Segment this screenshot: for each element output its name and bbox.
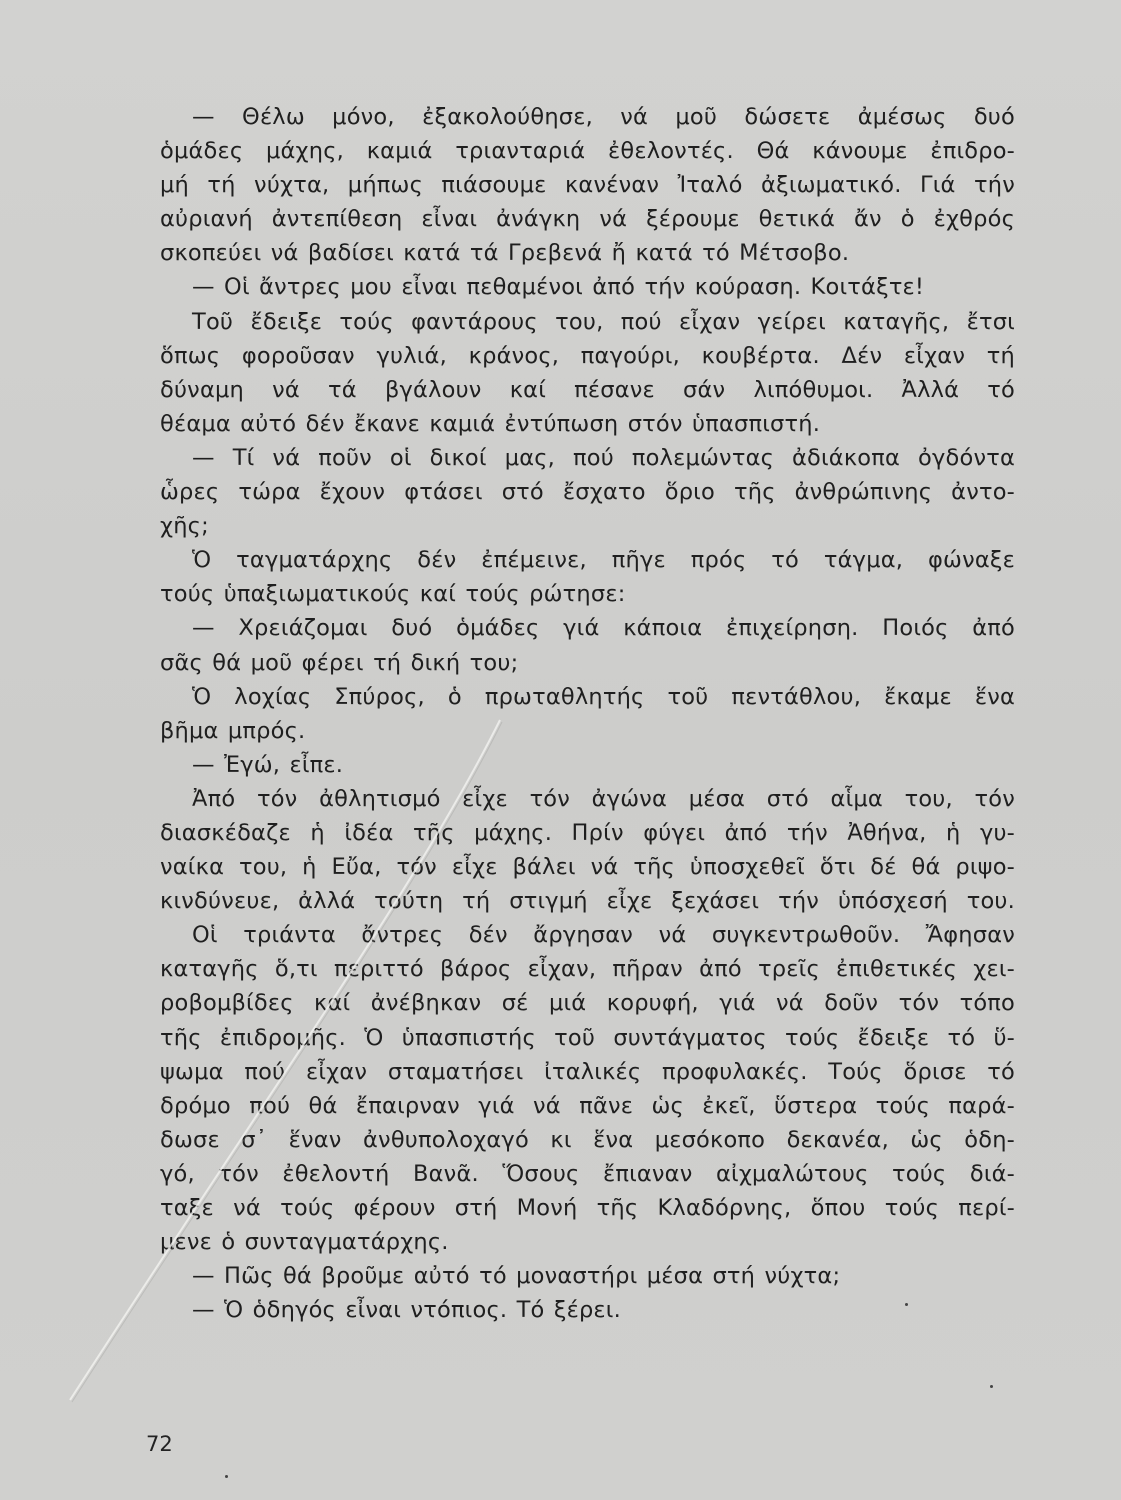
text-line: — Πῶς θά βροῦμε αὐτό τό μοναστήρι μέσα στή νύχτα; <box>192 1263 841 1290</box>
text-line: δωσε σ᾽ ἕναν ἀνθυπολοχαγό κι ἕνα μεσόκοπο δεκανέα, ὡς ὁδη- <box>160 1126 1015 1153</box>
text-line: αὐριανή ἀντεπίθεση εἶναι ἀνάγκη νά ξέρουμε θετικά ἄν ὁ ἐχθρός <box>160 206 1015 233</box>
text-line: — Ὁ ὁδηγός εἶναι ντόπιος. Τό ξέρει. <box>192 1297 621 1324</box>
text-line: ταξε νά τούς φέρουν στή Μονή τῆς Κλαδόρνης, ὅπου τούς περί- <box>160 1195 1015 1221</box>
body-text <box>160 100 1015 1327</box>
text-line: καταγῆς ὅ,τι περιττό βάρος εἶχαν, πῆραν ἀπό τρεῖς ἐπιθετικές χει- <box>160 956 1015 983</box>
dust-speck <box>225 1475 228 1478</box>
text-line: — Ἐγώ, εἶπε. <box>192 751 344 778</box>
text-line: δρόμο πού θά ἔπαιρναν γιά νά πᾶνε ὡς ἐκεῖ, ὕστερα τούς παρά- <box>160 1092 1015 1119</box>
text-line: μενε ὁ συνταγματάρχης. <box>160 1229 449 1256</box>
text-line: ναίκα του, ἡ Εὔα, τόν εἶχε βάλει νά τῆς ὑποσχεθεῖ ὅτι δέ θά ριψο- <box>160 854 1015 881</box>
page-number: 72 <box>146 1432 173 1456</box>
text-line: θέαμα αὐτό δέν ἔκανε καμιά ἐντύπωση στόν ὑπασπιστή. <box>160 410 821 437</box>
text-line: ὁμάδες μάχης, καμιά τριανταριά ἐθελοντές. Θά κάνουμε ἐπιδρο- <box>160 138 1015 165</box>
text-line: ὅπως φοροῦσαν γυλιά, κράνος, παγούρι, κουβέρτα. Δέν εἶχαν τή <box>160 342 1015 369</box>
text-line: Ὁ ταγματάρχης δέν ἐπέμεινε, πῆγε πρός τό τάγμα, φώναξε <box>192 547 1015 574</box>
text-line: ψωμα πού εἶχαν σταματήσει ἰταλικές προφυλακές. Τούς ὅρισε τό <box>160 1058 1015 1085</box>
dust-speck <box>905 1303 908 1306</box>
text-line: Οἱ τριάντα ἄντρες δέν ἄργησαν νά συγκεντρωθοῦν. Ἄφησαν <box>192 922 1015 949</box>
text-line: γό, τόν ἐθελοντή Βανᾶ. Ὅσους ἔπιαναν αἰχμαλώτους τούς διά- <box>160 1160 1015 1187</box>
text-line: δύναμη νά τά βγάλουν καί πέσανε σάν λιπόθυμοι. Ἀλλά τό <box>160 376 1015 403</box>
text-line: — Χρειάζομαι δυό ὁμάδες γιά κάποια ἐπιχείρηση. Ποιός ἀπό <box>192 615 1015 642</box>
text-line: διασκέδαζε ἡ ἰδέα τῆς μάχης. Πρίν φύγει ἀπό τήν Ἀθήνα, ἡ γυ- <box>160 819 1015 846</box>
text-line: — Τί νά ποῦν οἱ δικοί μας, πού πολεμώντας ἀδιάκοπα ὀγδόντα <box>192 444 1015 471</box>
text-line: βῆμα μπρός. <box>160 717 306 744</box>
text-line: σκοπεύει νά βαδίσει κατά τά Γρεβενά ἤ κατά τό Μέτσοβο. <box>160 240 850 267</box>
text-line: Ἀπό τόν ἀθλητισμό εἶχε τόν ἀγώνα μέσα στό αἷμα του, τόν <box>192 785 1015 812</box>
text-line: κινδύνευε, ἀλλά τούτη τή στιγμή εἶχε ξεχάσει τήν ὑπόσχεσή του. <box>160 888 1015 915</box>
text-line: χῆς; <box>160 513 209 540</box>
text-line: σᾶς θά μοῦ φέρει τή δική του; <box>160 649 519 676</box>
text-line: Ὁ λοχίας Σπύρος, ὁ πρωταθλητής τοῦ πεντάθλου, ἔκαμε ἕνα <box>192 683 1015 710</box>
text-line: ροβομβίδες καί ἀνέβηκαν σέ μιά κορυφή, γιά νά δοῦν τόν τόπο <box>160 990 1015 1017</box>
text-line: Τοῦ ἔδειξε τούς φαντάρους του, πού εἶχαν γείρει καταγῆς, ἔτσι <box>192 308 1015 335</box>
text-line: μή τή νύχτα, μήπως πιάσουμε κανέναν Ἰταλό ἀξιωματικό. Γιά τήν <box>160 172 1015 199</box>
text-line: — Θέλω μόνο, ἐξακολούθησε, νά μοῦ δώσετε ἀμέσως δυό <box>192 104 1015 130</box>
text-line: τούς ὑπαξιωματικούς καί τούς ρώτησε: <box>160 581 626 608</box>
text-line: τῆς ἐπιδρομῆς. Ὁ ὑπασπιστής τοῦ συντάγματος τούς ἔδειξε τό ὕ- <box>160 1024 1015 1051</box>
dust-speck <box>990 1385 993 1388</box>
text-line: ὧρες τώρα ἔχουν φτάσει στό ἔσχατο ὅριο τῆς ἀνθρώπινης ἀντο- <box>160 479 1015 506</box>
text-line: — Οἱ ἄντρες μου εἶναι πεθαμένοι ἀπό τήν κούραση. Κοιτάξτε! <box>192 274 925 301</box>
